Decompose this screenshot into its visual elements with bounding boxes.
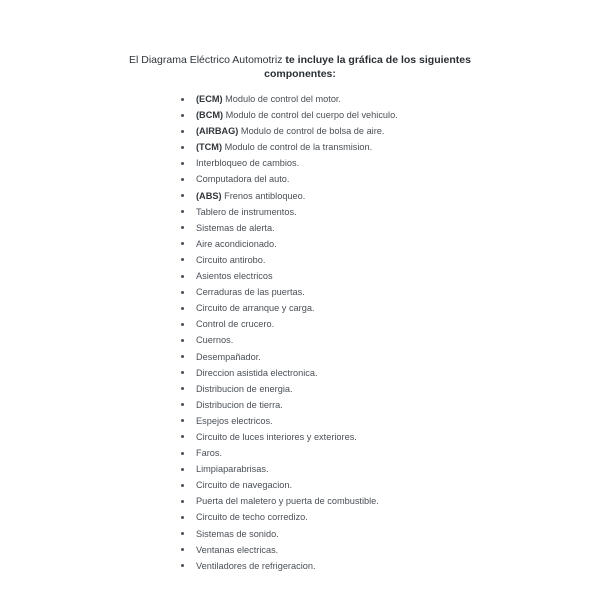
component-text: Cerraduras de las puertas.: [196, 287, 305, 298]
bullet-icon: [181, 210, 184, 213]
component-text: Limpiaparabrisas.: [196, 464, 269, 475]
list-item: [178, 429, 398, 445]
list-item: [178, 558, 398, 574]
component-text: Distribucion de energia.: [196, 383, 293, 394]
component-text: Espejos electricos.: [196, 415, 273, 426]
component-text: Distribucion de tierra.: [196, 399, 283, 410]
component-text: Sistemas de sonido.: [196, 528, 279, 539]
component-text: Puerta del maletero y puerta de combustible.: [196, 496, 379, 507]
list-item: [178, 188, 398, 204]
list-item: [178, 252, 398, 268]
list-item: [178, 332, 398, 348]
bullet-icon: [181, 194, 184, 197]
component-text: Control de crucero.: [196, 319, 275, 330]
bullet-icon: [181, 468, 184, 471]
list-item: [178, 316, 398, 332]
bullet-icon: [181, 258, 184, 261]
list-item: [178, 268, 398, 284]
component-text: Tablero de instrumentos.: [196, 206, 297, 217]
bullet-icon: [181, 130, 184, 133]
components-list: [178, 91, 398, 574]
bullet-icon: [181, 371, 184, 374]
bullet-icon: [181, 532, 184, 535]
bullet-icon: [181, 291, 184, 294]
list-item: [178, 91, 398, 107]
bullet-icon: [181, 323, 184, 326]
list-item: [178, 171, 398, 187]
list-item: [178, 477, 398, 493]
component-text: Modulo de control del motor.: [225, 94, 342, 104]
component-code: (ABS): [196, 190, 222, 201]
bullet-icon: [181, 419, 184, 422]
bullet-icon: [181, 355, 184, 358]
list-item: [178, 461, 398, 477]
list-item: [178, 445, 398, 461]
bullet-icon: [181, 387, 184, 390]
intro-text: El Diagrama Eléctrico Automotriz: [129, 53, 286, 66]
intro-paragraph: [110, 53, 490, 81]
intro-bold-text: te incluye la gráfica de los siguientes componentes:: [264, 53, 471, 80]
bullet-icon: [181, 146, 184, 149]
list-item: [178, 204, 398, 220]
list-item: [178, 284, 398, 300]
bullet-icon: [181, 564, 184, 567]
component-code: (ECM): [196, 94, 223, 104]
list-item: [178, 349, 398, 365]
component-text: Modulo de control de la transmision.: [224, 142, 373, 153]
bullet-icon: [181, 548, 184, 551]
list-item: [178, 526, 398, 542]
list-item: [178, 155, 398, 171]
bullet-icon: [181, 484, 184, 487]
component-code: (AIRBAG): [196, 126, 239, 137]
bullet-icon: [181, 339, 184, 342]
list-item: [178, 493, 398, 509]
component-text: Computadora del auto.: [196, 174, 290, 185]
component-text: Asientos electricos: [196, 271, 273, 282]
component-code: (BCM): [196, 110, 224, 121]
component-text: Ventiladores de refrigeracion.: [196, 560, 316, 571]
list-item: [178, 123, 398, 139]
component-text: Faros.: [196, 448, 223, 459]
list-item: [178, 509, 398, 525]
component-text: Modulo de control del cuerpo del vehiculo.: [225, 110, 398, 121]
list-item: [178, 139, 398, 155]
bullet-icon: [181, 226, 184, 229]
component-text: Modulo de control de bolsa de aire.: [240, 126, 385, 137]
list-item: [178, 542, 398, 558]
component-text: Aire acondicionado.: [196, 238, 277, 249]
list-item: [178, 365, 398, 381]
component-text: Circuito antirobo.: [196, 254, 266, 265]
list-item: [178, 413, 398, 429]
component-text: Sistemas de alerta.: [196, 222, 275, 233]
bullet-icon: [181, 435, 184, 438]
component-code: (TCM): [196, 142, 223, 153]
bullet-icon: [181, 307, 184, 310]
component-text: Circuito de navegacion.: [196, 480, 293, 491]
list-item: [178, 381, 398, 397]
component-text: Ventanas electricas.: [196, 544, 279, 555]
bullet-icon: [181, 242, 184, 245]
bullet-icon: [181, 178, 184, 181]
component-text: Frenos antibloqueo.: [224, 190, 306, 201]
component-text: Cuernos.: [196, 335, 234, 346]
bullet-icon: [181, 403, 184, 406]
bullet-icon: [181, 114, 184, 117]
bullet-icon: [181, 452, 184, 455]
component-text: Direccion asistida electronica.: [196, 367, 318, 378]
component-text: Desempañador.: [196, 351, 261, 362]
bullet-icon: [181, 516, 184, 519]
component-text: Interbloqueo de cambios.: [196, 158, 300, 169]
list-item: [178, 107, 398, 123]
list-item: [178, 397, 398, 413]
list-item: [178, 236, 398, 252]
bullet-icon: [181, 500, 184, 503]
component-text: Circuito de luces interiores y exteriores.: [196, 431, 357, 442]
component-text: Circuito de techo corredizo.: [196, 512, 308, 523]
list-item: [178, 220, 398, 236]
list-item: [178, 300, 398, 316]
bullet-icon: [181, 162, 184, 165]
component-text: Circuito de arranque y carga.: [196, 303, 315, 314]
bullet-icon: [181, 275, 184, 278]
bullet-icon: [181, 98, 184, 101]
